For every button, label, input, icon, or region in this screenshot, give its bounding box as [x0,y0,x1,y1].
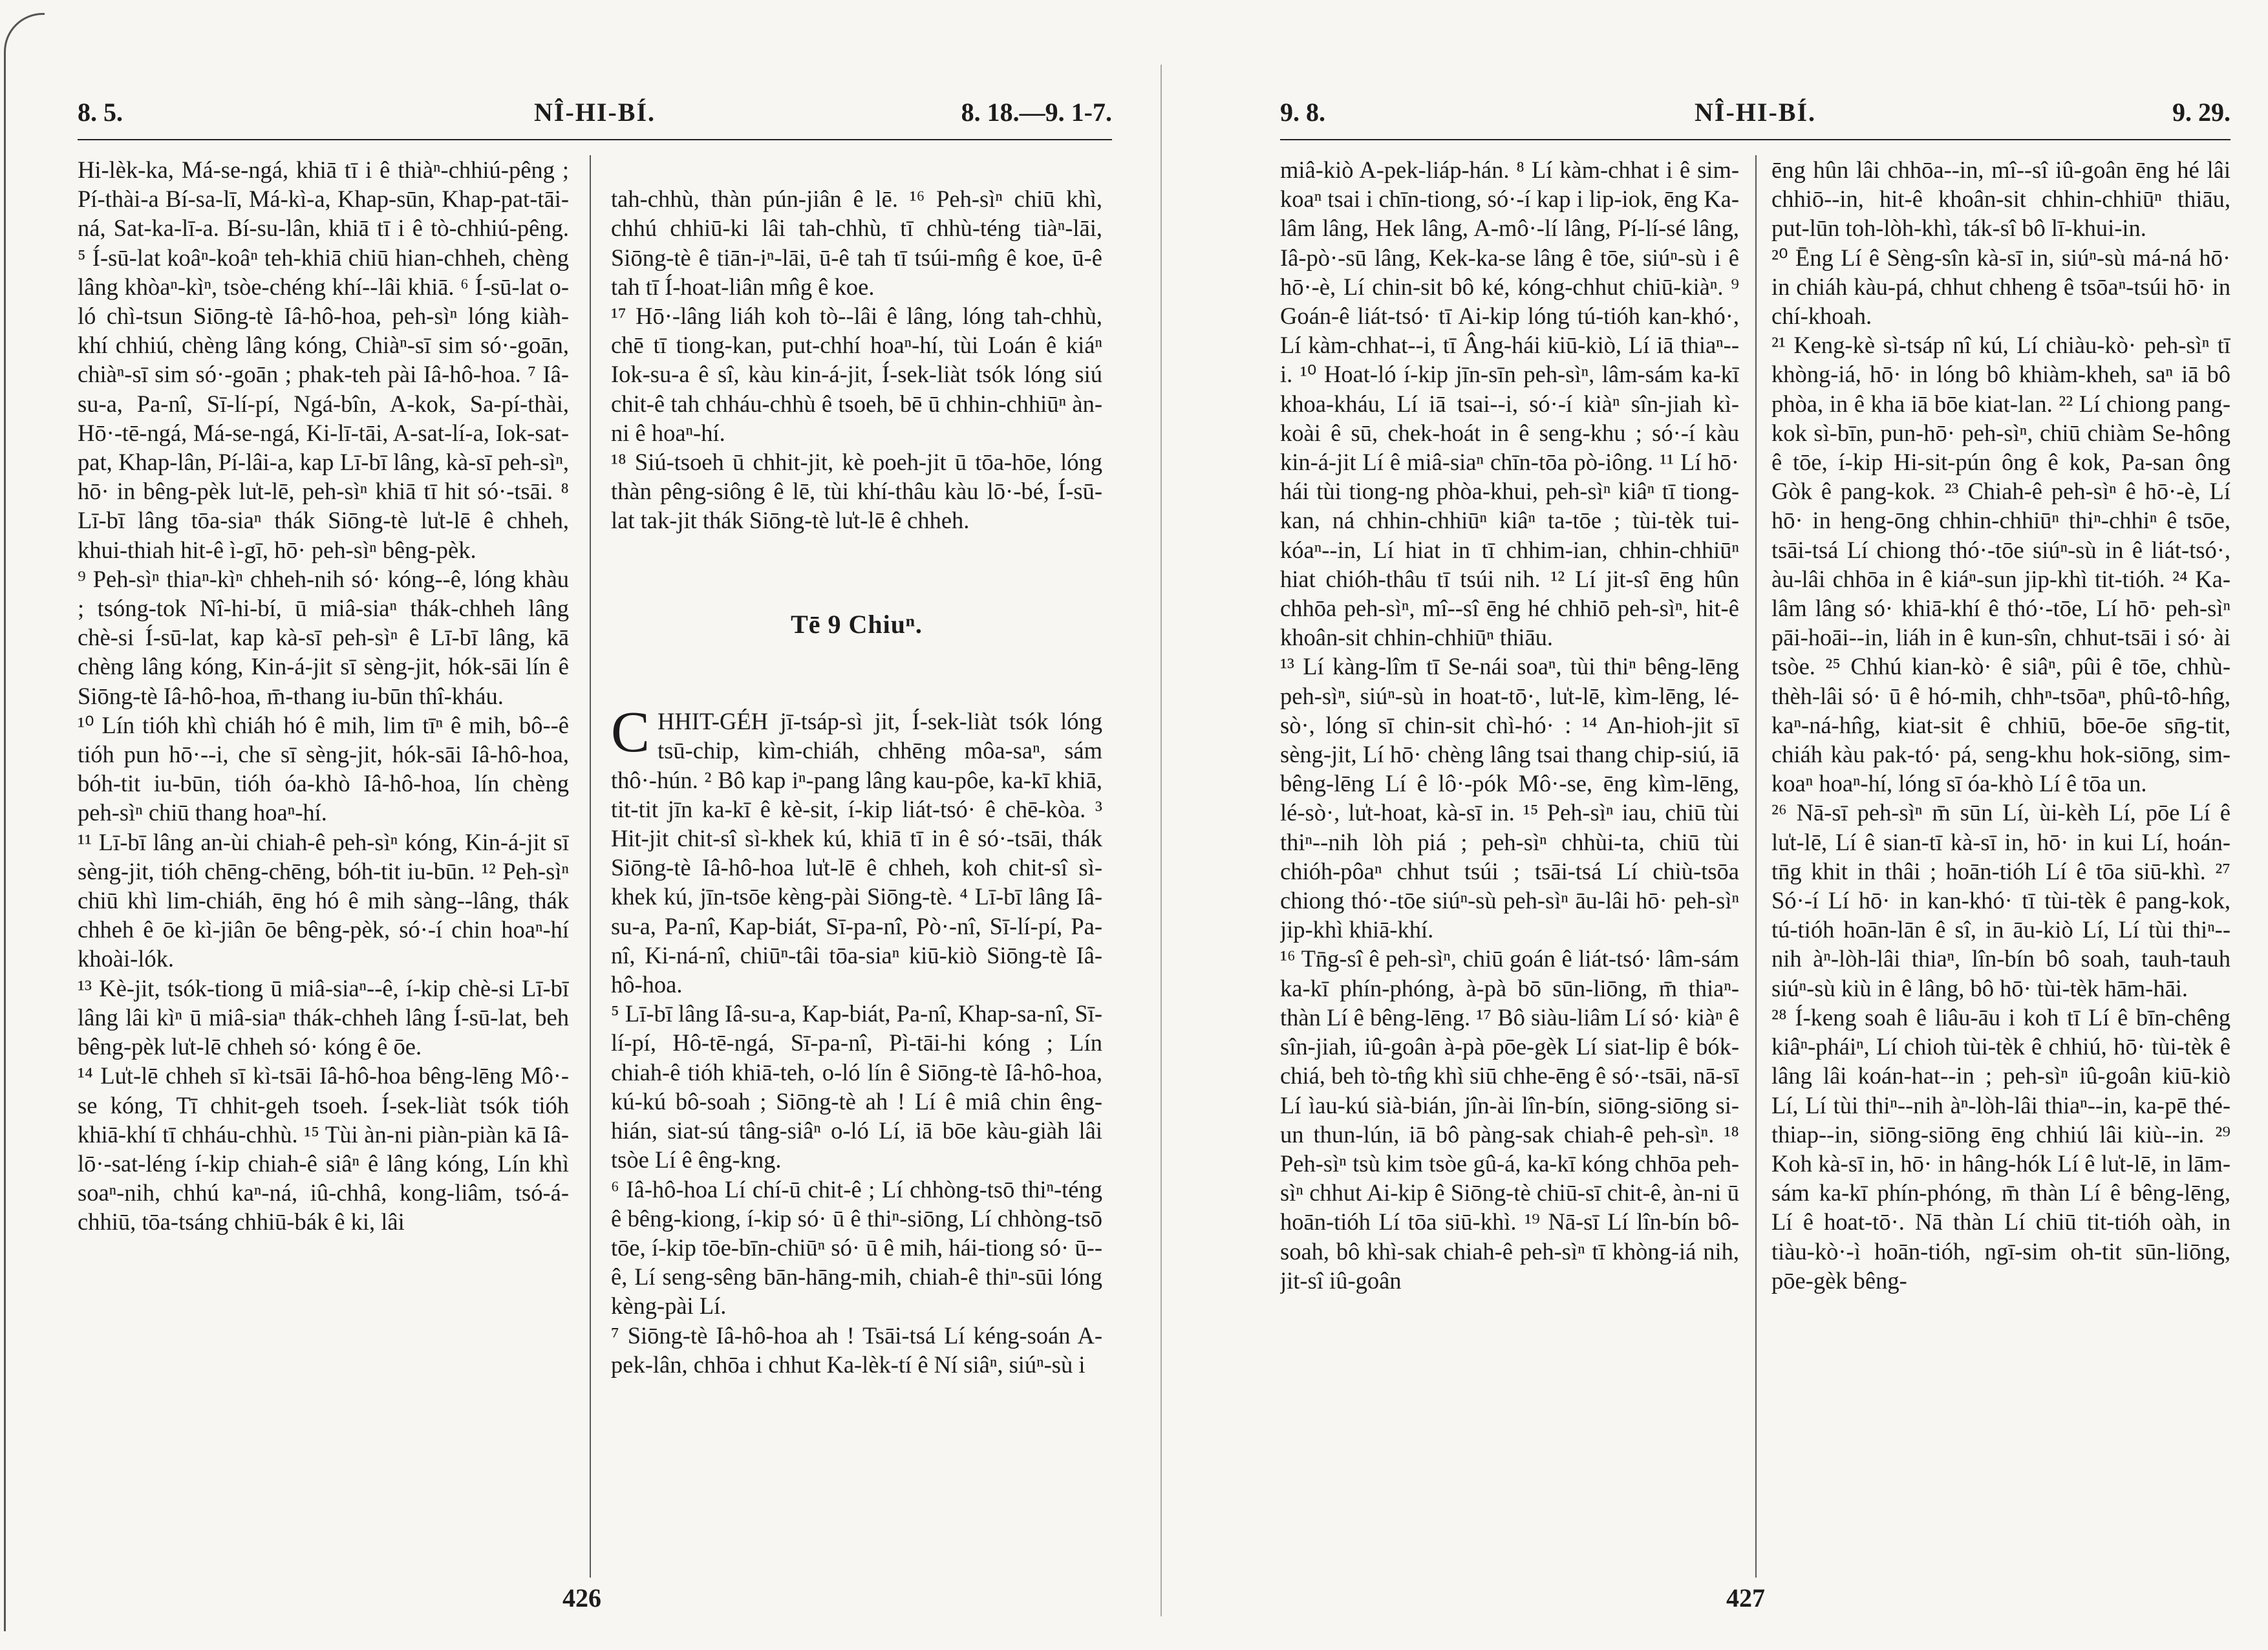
book-gutter [1161,65,1162,1616]
drop-cap-letter: C [611,700,650,765]
right-column-2-text: ēng hûn lâi chhōa--in, mî--sî iû-goân ēng hé lâi chhiō--in, hit-ê khoân-sit chhin-chhiūⁿ thiāu, put-lūn toh-lòh-khì, ták-sî bô lī-khui-in. ²⁰ Ēng Lí ê Sèng-sîn kà-sī in, siúⁿ-sù má-ná hō· in chiáh kàu-pá, chhut chheng ê tsōaⁿ-tsúi hō· in chí-khoah. ²¹ Keng-kè sì-tsáp nî kú, Lí chiàu-kò· peh-sìⁿ tī khòng-iá, hō· in lóng bô khiàm-kheh, saⁿ iā bô phòa, in ê kha iā bōe kiat-lan. ²² Lí chiong pang-kok sì-bīn, pun-hō· peh-sìⁿ, chiū chiàm Se-hông ê tōe, í-kip Hi-sit-pún ông ê kok, Pa-san ông Gòk ê pang-kok. ²³ Chiah-ê peh-sìⁿ ê hō·-è, Lí hō· in heng-ōng chhin-chhiūⁿ thiⁿ-chhiⁿ ê tsōe, tsāi-tsá Lí chiong thó·-tōe siúⁿ-sù in ê liát-tsó·, àu-lâi chhōa in ê kiáⁿ-sun jip-khì tit-tióh. ²⁴ Ka-lâm lâng só· khiā-khí ê thó·-tōe, Lí hō· peh-sìⁿ pāi-hoāi--in, liáh in ê kun-sîn, chhut-tsāi i só· ài tsòe. ²⁵ Chhú kian-kò· ê siâⁿ, pûi ê tōe, chhù-thèh-lâi só· ū ê hó-mih, chhⁿ-tsōaⁿ, phû-tô-hn̂g, kaⁿ-ná-hn̂g, kiat-sit ê chhiū, bōe-ōe sn̄g-tit, chiáh kàu pak-tó· pá, seng-khu hok-siōng, sim-koaⁿ hoaⁿ-hí, lóng sī óa-khò Lí ê tōa un. ²⁶ Nā-sī peh-sìⁿ m̄ sūn Lí, ùi-kèh Lí, pōe Lí ê lu̍t-lē, Lí ê sian-tī kà-sī in, hō· in kui Lí, hoán-tn̄g khit in thâi ; hoān-tióh Lí ê tōa siū-khì. ²⁷ Só·-í Lí hō· in kan-khó· tī tùi-tèk ê pang-kok, tú-tióh hoān-lān ê sî, in āu-kiò Lí, Lí tùi thiⁿ--nih àⁿ-lòh-lâi thiaⁿ, lîn-bín bô soah, tauh-tauh siúⁿ-sù kiù in ê lâng, bô hō· tùi-tèk hām-hāi. ²⁸ Í-keng soah ê liâu-āu i koh tī Lí ê bīn-chêng kiâⁿ-pháiⁿ, Lí chioh tùi-tèk ê chhiú, hō· tùi-tèk ê lâng lâi koán-hat--in ; peh-sìⁿ iû-goân kiū-kiò Lí, Lí tùi thiⁿ--nih àⁿ-lòh-lâi thiaⁿ--in, ka-pē thé-thiap--in, siōng-siōng ēng chhiú lâi kiù--in. ²⁹ Koh kà-sī in, hō· in hâng-hók Lí ê lu̍t-lē, in lām-sám ka-kī phín-phóng, m̄ thàn Lí ê bêng-lēng, Lí ê hoat-tō·. Nā thàn Lí chiū tit-tióh oàh, in tiàu-kò·-ì hoān-tióh, ngī-sim oh-tit sūn-liōng, pōe-gèk bêng- [1771,156,2231,1294]
left-column-1-text: Hi-lèk-ka, Má-se-ngá, khiā tī i ê thiàⁿ-chhiú-pêng ; Pí-thài-a Bí-sa-lī, Má-kì-a, Khap-sūn, Khap-pat-tāi-ná, Sat-ka-lī-a. Bí-su-lân, khiā tī i ê tò-chhiú-pêng. ⁵ Í-sū-lat koâⁿ-koâⁿ teh-khiā chiū hian-chheh, chèng lâng khòaⁿ-kìⁿ, tsòe-chéng khí--lâi khiā. ⁶ Í-sū-lat o-ló chì-tsun Siōng-tè Iâ-hô-hoa, peh-sìⁿ lóng kiàh-khí chhiú, chèng lâng kóng, Chiàⁿ-sī sim só·-goān, chiàⁿ-sī sim só·-goān ; phak-teh pài Iâ-hô-hoa. ⁷ Iâ-su-a, Pa-nî, Sī-lí-pí, Ngá-bîn, A-kok, Sa-pí-thài, Hō·-tē-ngá, Má-se-ngá, Ki-lī-tāi, A-sat-lí-a, Iok-sat-pat, Khap-lân, Pí-lâi-a, kap Lī-bī lâng, kà-sī peh-sìⁿ, hō· in bêng-pèk lu̍t-lē, peh-sìⁿ khiā tī hit só·-tsāi. ⁸ Lī-bī lâng tōa-siaⁿ thák Siōng-tè lu̍t-lē ê chheh, khui-thiah hit-ê ì-gī, hō· peh-sìⁿ bêng-pèk. ⁹ Peh-sìⁿ thiaⁿ-kìⁿ chheh-nih só· kóng--ê, lóng khàu ; tsóng-tok Nî-hi-bí, ū miâ-siaⁿ thák-chheh lâng chè-si Í-sū-lat, kap kà-sī peh-sìⁿ ê Lī-bī lâng, kā chèng lâng kóng, Kin-á-jit sī sèng-jit, hók-sāi lín ê Siōng-tè Iâ-hô-hoa, m̄-thang iu-būn thî-kháu. ¹⁰ Lín tióh khì chiáh hó ê mih, lim tīⁿ ê mih, bô--ê tióh pun hō·--i, che sī sèng-jit, hók-sāi Iâ-hô-hoa, bóh-tit iu-būn, tióh óa-khò Iâ-hô-hoa, lín chèng peh-sìⁿ chiū thang hoaⁿ-hí. ¹¹ Lī-bī lâng an-ùi chiah-ê peh-sìⁿ kóng, Kin-á-jit sī sèng-jit, tióh chēng-chēng, bóh-tit iu-būn. ¹² Peh-sìⁿ chiū khì lim-chiáh, ēng hó ê mih sàng--lâng, thák chheh ê ōe kì-jiân ōe bêng-pèk, só·-í chin hoaⁿ-hí khoài-lók. ¹³ Kè-jit, tsók-tiong ū miâ-siaⁿ--ê, í-kip chè-si Lī-bī lâng lâi kìⁿ ū miâ-siaⁿ thák-chheh lâng Í-sū-lat, beh bêng-pèk lu̍t-lē chheh só· kóng ê ōe. ¹⁴ Lu̍t-lē chheh sī kì-tsāi Iâ-hô-hoa bêng-lēng Mô·-se kóng, Tī chhit-geh tsoeh. Í-sek-liàt tsók tióh khiā-khí tī chháu-chhù. ¹⁵ Tùi àn-ni piàn-piàn kā Iâ-lō·-sat-léng í-kip chiah-ê siâⁿ ê lâng kóng, Lín khì soaⁿ-nih, chhú kaⁿ-ná, iû-chhâ, kong-liâm, tsó-á-chhiū, tōa-tsáng chhiū-bák ê ki, lâi [78,156,569,1236]
right-page [1261,0,2256,1650]
right-header-rule [1280,139,2231,140]
chapter-8-end-text: tah-chhù, thàn pún-jiân ê lē. ¹⁶ Peh-sìⁿ chiū khì, chhú chhiū-ki lâi tah-chhù, tī chhù-téng tiàⁿ-lāi, Siōng-tè ê tiān-iⁿ-lāi, ū-ê tah tī tsúi-mn̂g ê koe, ū-ê tah tī Í-hoat-liân mn̂g ê koe. ¹⁷ Hō·-lâng liáh koh tò--lâi ê lâng, lóng tah-chhù, chē tī tiong-kan, put-chhí hoaⁿ-hí, tùi Loán ê kiáⁿ Iok-su-a ê sî, kàu kin-á-jit, Í-sek-liàt tsók lóng siú chit-ê tah chháu-chhù ê tsoeh, bē ū chhin-chhiūⁿ àn-ni ê hoaⁿ-hí. ¹⁸ Siú-tsoeh ū chhit-jit, kè poeh-jit ū tōa-hōe, lóng thàn pêng-siông ê lē, tùi khí-thâu kàu lō·-bé, Í-sū-lat tak-jit thák Siōng-tè lu̍t-lē ê chheh. [611,186,1102,534]
left-page [26,0,1138,1650]
left-column-2 [611,155,1102,1578]
left-column-divider [590,155,591,1578]
right-column-divider [1755,155,1757,1578]
right-header-book-title: NÎ-HI-BÍ. [1694,98,1817,127]
left-header-verse-start: 8. 5. [78,98,123,127]
chapter-9-heading: Tē 9 Chiuⁿ. [791,609,923,639]
left-header-verse-range: 8. 18.—9. 1-7. [961,98,1112,127]
left-header-rule [78,139,1112,140]
left-header-book-title: NÎ-HI-BÍ. [533,98,656,127]
right-header-verse-end: 9. 29. [2172,98,2231,127]
chapter-9-body: HHIT-GÉH jī-tsáp-sì jit, Í-sek-liàt tsók lóng tsū-chip, kìm-chiáh, chhēng môa-saⁿ, sám thô·-hún. ² Bô kap iⁿ-pang lâng kau-pôe, ka-kī khiā, tit-tit jīn ka-kī ê kè-sit, í-kip liát-tsó· ê chē-kòa. ³ Hit-jit chit-sî sì-khek kú, khiā tī in ê só·-tsāi, thák Siōng-tè Iâ-hô-hoa lu̍t-lē ê chheh, koh chit-sî sì-khek kú, jīn-tsōe kèng-pài Siōng-tè. ⁴ Lī-bī lâng Iâ-su-a, Pa-nî, Kap-biát, Sī-pa-nî, Pò·-nî, Sī-lí-pí, Pa-nî, Ki-ná-nî, chiūⁿ-tâi tōa-siaⁿ kiū-kiò Siōng-tè Iâ-hô-hoa. ⁵ Lī-bī lâng Iâ-su-a, Kap-biát, Pa-nî, Khap-sa-nî, Sī-lí-pí, Hô-tē-ngá, Sī-pa-nî, Pì-tāi-hi kóng ; Lín chiah-ê tióh khiā-teh, o-ló lín ê Siōng-tè Iâ-hô-hoa, kú-kú bô-soah ; Siōng-tè ah ! Lí ê miâ chin êng-hián, siat-sú tâng-siâⁿ o-ló Lí, iā bōe kàu-giàh lâi tsòe Lí ê êng-kng. ⁶ Iâ-hô-hoa Lí chí-ū chit-ê ; Lí chhòng-tsō thiⁿ-téng ê bêng-kiong, í-kip só· ū ê thiⁿ-siōng, Lí chhòng-tsō tōe, í-kip tōe-bīn-chiūⁿ só· ū ê mih, hái-tiong só· ū--ê, Lí seng-sêng bān-hāng-mih, chiah-ê thiⁿ-sūi lóng kèng-pài Lí. ⁷ Siōng-tè Iâ-hô-hoa ah ! Tsāi-tsá Lí kéng-soán A-pek-lân, chhōa i chhut Ka-lèk-tí ê Ní siâⁿ, siúⁿ-sù i [611,708,1102,1378]
right-page-header [1280,97,2231,136]
left-page-header [78,97,1112,136]
right-header-verse-start: 9. 8. [1280,98,1325,127]
left-page-number: 426 [562,1583,601,1612]
right-column-1-text: miâ-kiò A-pek-liáp-hán. ⁸ Lí kàm-chhat i ê sim-koaⁿ tsai i chīn-tiong, só·-í kap i lip-iok, ēng Ka-lâm lâng, Hek lâng, A-mô·-lí lâng, Pí-lí-sé lâng, Iâ-pò·-sū lâng, Kek-ka-se lâng ê tōe, siúⁿ-sù i ê hō·-è, Lí chin-sit bô ké, kóng-chhut chiū-kiàⁿ. ⁹ Goán-ê liát-tsó· tī Ai-kip lóng tú-tióh kan-khó·, Lí kàm-chhat--i, tī Âng-hái kiū-kiò, Lí iā thiaⁿ--i. ¹⁰ Hoat-ló í-kip jīn-sīn peh-sìⁿ, lâm-sám ka-kī khoa-kháu, Lí iā tsai--i, só·-í kiàⁿ sîn-jiah kì-koài ê sū, chek-hoát in ê seng-khu ; só·-í kàu kin-á-jit Lí ê miâ-siaⁿ chīn-tōa pò-iông. ¹¹ Lí hō· hái tùi tiong-ng phòa-khui, peh-sìⁿ kiâⁿ tī tiong-kan, ná chhin-chhiūⁿ kiâⁿ ta-tōe ; tùi-tèk tui-kóaⁿ--in, Lí hiat in tī chhim-ian, chhin-chhiūⁿ hiat chióh-thâu tī tsúi nih. ¹² Lí jit-sî ēng hûn chhōa peh-sìⁿ, mî--sî ēng hé chhiō peh-sìⁿ, hit-ê khoân-sit chhin-chhiūⁿ thiāu. ¹³ Lí kàng-lîm tī Se-nái soaⁿ, tùi thiⁿ bêng-lēng peh-sìⁿ, siúⁿ-sù in hoat-tō·, lu̍t-lē, kìm-lēng, lé-sò·, lóng sī chin-sit chì-hó· : ¹⁴ An-hioh-jit sī sèng-jit, Lí hō· chèng lâng tsai thang chip-siú, iā bêng-lēng Lí ê lô·-pók Mô·-se, ēng kìm-lēng, lé-sò·, lu̍t-hoat, kà-sī in. ¹⁵ Peh-sìⁿ iau, chiū tùi thiⁿ--nih lòh piá ; peh-sìⁿ chhùi-ta, chiū tùi chióh-pôaⁿ chhut tsúi ; tsāi-tsá Lí chiù-tsōa chiong thó·-tōe siúⁿ-sù peh-sìⁿ āu-lâi hō· peh-sìⁿ jip-khì khiā-khí. ¹⁶ Tn̄g-sî ê peh-sìⁿ, chiū goán ê liát-tsó· lâm-sám ka-kī phín-phóng, à-pà bō sūn-liōng, m̄ thiaⁿ-thàn Lí ê bêng-lēng. ¹⁷ Bô siàu-liâm Lí só· kiàⁿ ê sîn-jiah, iû-goân à-pà pōe-gèk Lí siat-lip ê bók-chiá, beh tò-tn̂g khì siū chhe-ēng ê só·-tsāi, nā-sī Lí ìau-kú sià-bián, jîn-ài lîn-bín, siōng-siōng si-un thun-lún, iā bô pàng-sak chiah-ê peh-sìⁿ. ¹⁸ Peh-sìⁿ tsù kim tsòe gû-á, ka-kī kóng chhōa peh-sìⁿ chhut Ai-kip ê Siōng-tè chiū-sī chit-ê, àn-ni ū hoān-tióh Lí tōa siū-khì. ¹⁹ Nā-sī Lí lîn-bín bô-soah, bô khì-sak chiah-ê peh-sìⁿ tī khòng-iá nih, jit-sî iû-goân [1280,156,1739,1294]
chapter-9-start-text [611,700,1102,1379]
right-page-number: 427 [1726,1583,1765,1612]
